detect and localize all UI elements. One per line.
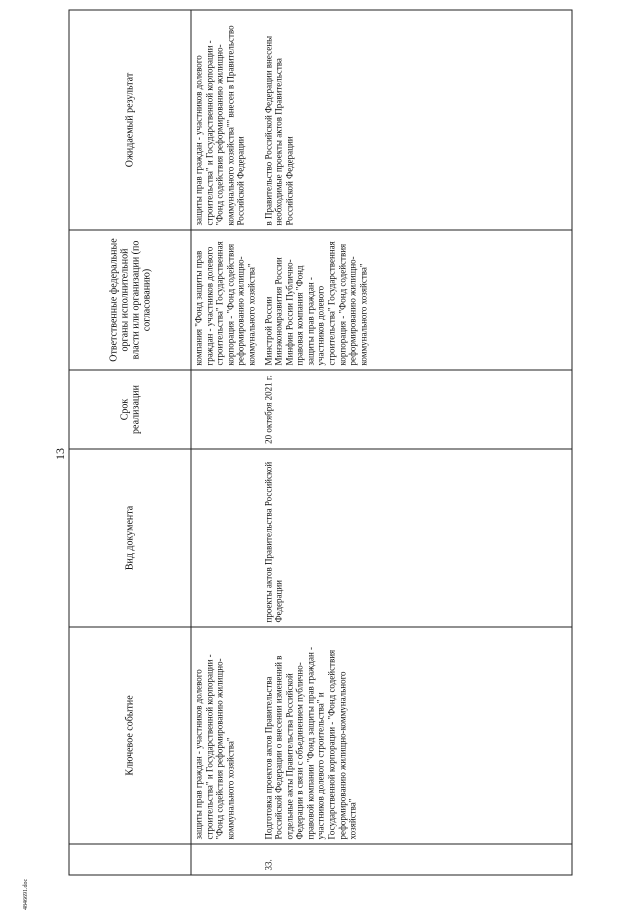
action-plan-table [68, 10, 572, 876]
header-deadline: Срок реализации [69, 370, 191, 449]
header-doc-type: Вид документа [69, 449, 191, 627]
cell-responsible-33: Минстрой России Минэкономразвития России Минфин России Публично-правовая компания "Фонд защиты прав граждан - участников долевого строительства" Государственная корпорация - "Фонд содействия реформированию жилищно-коммунального хозяйства" [261, 230, 572, 370]
header-responsible: Ответственные федеральные органы исполнительной власти или организации (по согласованию) [69, 230, 191, 370]
cell-result-continuation: защиты прав граждан - участников долевого строительства" и Государственной корпорации - "Фонд содействия реформированию жилищно-коммунального хозяйства"" внесен в Правительство Российской Федерации [191, 10, 261, 230]
cell-doc-type-33: проекты актов Правительства Российской Федерации [261, 449, 572, 627]
cell-event-continuation: защиты прав граждан - участников долевого строительства" и Государственной корпорации - "Фонд содействия реформированию жилищно-коммунального хозяйства" [191, 627, 261, 844]
cell-result-33: в Правительство Российской Федерации внесены необходимые проекты актов Правительства Российской Федерации [261, 10, 572, 230]
cell-deadline-continuation [191, 370, 261, 449]
cell-deadline-33: 20 октября 2021 г. [261, 370, 572, 449]
table-row-continuation [191, 10, 261, 875]
cell-responsible-continuation: компания "Фонд защиты прав граждан - участников долевого строительства" Государственная корпорация - "Фонд содействия реформированию жилищно-коммунального хозяйства" [191, 230, 261, 370]
cell-event-33: Подготовка проектов актов Правительства Российской Федерации о внесении изменений в отдельные акты Правительства Российской Федерации в связи с объединением публично-правовой компании "Фонд защиты прав граждан - участников долевого строительства" и Государственной корпорации - "Фонд содействия реформированию жилищно-коммунального хозяйства" [261, 627, 572, 844]
footer-document-code: 4846691.doc [23, 878, 29, 910]
cell-number-33: 33. [261, 844, 572, 875]
header-number [69, 844, 191, 875]
table-row-33 [261, 10, 572, 875]
header-row [69, 10, 191, 875]
cell-doc-type-continuation [191, 449, 261, 627]
action-plan-table-wrapper [68, 11, 572, 876]
page-number: 13 [53, 448, 67, 460]
header-event: Ключевое событие [69, 627, 191, 844]
header-result: Ожидаемый результат [69, 10, 191, 230]
cell-number-continuation [191, 844, 261, 875]
